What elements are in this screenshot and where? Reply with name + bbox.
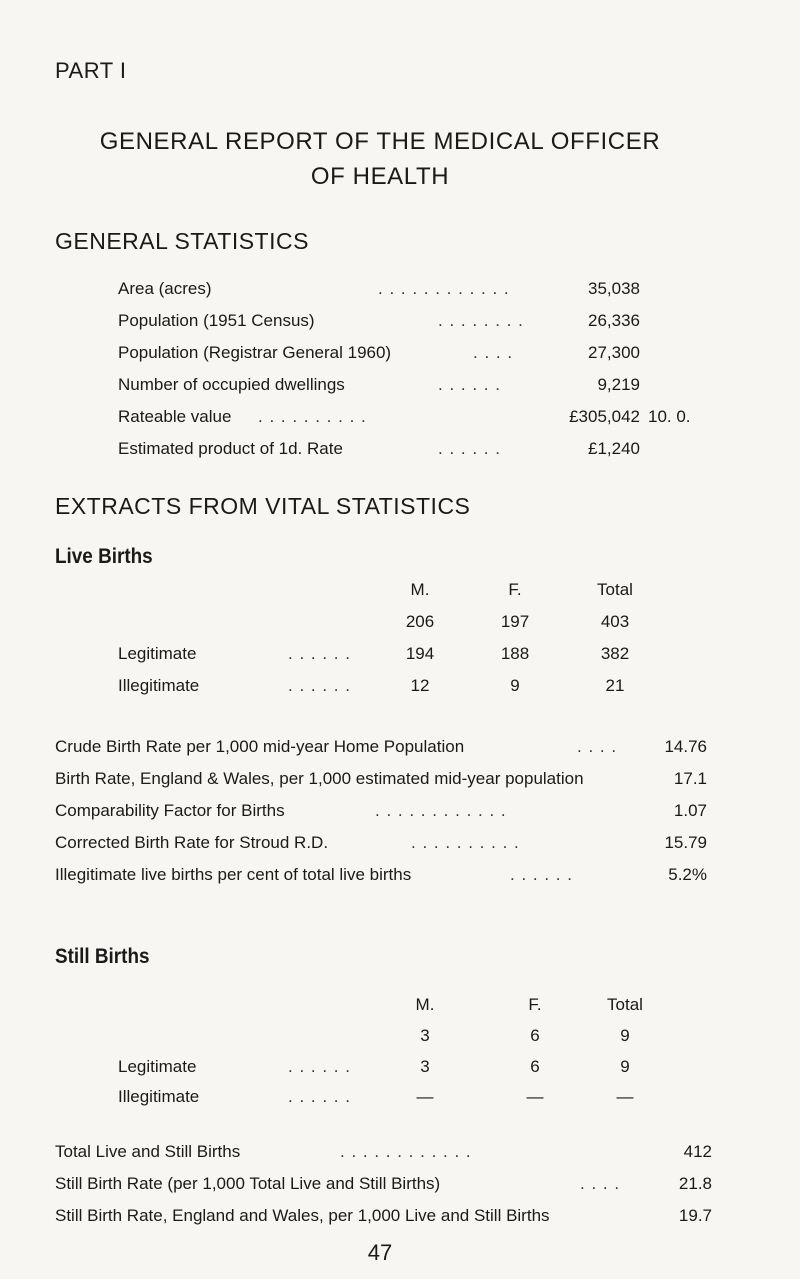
rate-value: 17.1 bbox=[673, 769, 707, 788]
stat-value: 27,300 bbox=[588, 343, 640, 362]
total-value: 21 bbox=[605, 676, 625, 695]
rate-row-crude-birth-rate bbox=[55, 737, 800, 759]
rate-label: Illegitimate live births per cent of total live births bbox=[55, 865, 412, 884]
stat-row-population-1951 bbox=[118, 311, 798, 333]
leader-dots: . . . . . . . . . . . . bbox=[340, 1142, 472, 1161]
live-births-illegitimate-row bbox=[0, 676, 800, 698]
rate-row-total-live-and-still bbox=[55, 1142, 800, 1164]
rate-value: 412 bbox=[683, 1142, 712, 1161]
rate-label: Still Birth Rate, England and Wales, per 1,000 Live and Still Births bbox=[55, 1206, 550, 1225]
column-header-total: Total bbox=[597, 580, 633, 599]
stat-row-area bbox=[118, 279, 798, 301]
live-births-legitimate-row bbox=[0, 644, 800, 666]
still-births-totals-row bbox=[0, 1026, 800, 1048]
live-births-totals-row bbox=[0, 612, 800, 634]
rate-value: 1.07 bbox=[673, 801, 707, 820]
male-value: — bbox=[416, 1087, 434, 1106]
stat-value: £1,240 bbox=[588, 439, 640, 458]
still-births-column-headers bbox=[0, 995, 800, 1017]
rate-row-england-wales-still-birth-rate bbox=[55, 1206, 800, 1228]
leader-dots: . . . . . . . . . . . . bbox=[375, 801, 507, 820]
row-label: Legitimate bbox=[118, 1057, 197, 1076]
leader-dots: . . . . . . bbox=[438, 439, 501, 458]
live-births-column-headers bbox=[0, 580, 800, 602]
female-value: 6 bbox=[530, 1026, 540, 1045]
stat-value: £305,042 bbox=[569, 407, 640, 426]
total-value: — bbox=[616, 1087, 634, 1106]
female-value: 188 bbox=[500, 644, 530, 663]
stat-label: Population (Registrar General 1960) bbox=[118, 343, 392, 362]
male-value: 12 bbox=[410, 676, 430, 695]
leader-dots: . . . . bbox=[577, 737, 618, 756]
still-births-heading: Still Births bbox=[55, 945, 150, 968]
male-value: 3 bbox=[420, 1026, 430, 1045]
still-births-legitimate-row bbox=[0, 1057, 800, 1079]
stat-row-rateable-value bbox=[118, 407, 798, 429]
leader-dots: . . . . . . . . bbox=[438, 311, 524, 330]
column-header-female: F. bbox=[508, 580, 522, 599]
column-header-female: F. bbox=[528, 995, 542, 1014]
female-value: — bbox=[526, 1087, 544, 1106]
rate-label: Corrected Birth Rate for Stroud R.D. bbox=[55, 833, 329, 852]
stat-row-product-rate bbox=[118, 439, 798, 461]
rate-value: 14.76 bbox=[664, 737, 707, 756]
column-header-male: M. bbox=[415, 995, 435, 1014]
report-title-line1: GENERAL REPORT OF THE MEDICAL OFFICER bbox=[99, 128, 661, 155]
leader-dots: . . . . bbox=[580, 1174, 621, 1193]
female-value: 9 bbox=[510, 676, 520, 695]
rate-label: Birth Rate, England & Wales, per 1,000 estimated mid-year population bbox=[55, 769, 584, 788]
live-births-heading: Live Births bbox=[55, 545, 153, 568]
column-header-male: M. bbox=[410, 580, 430, 599]
rate-label: Total Live and Still Births bbox=[55, 1142, 241, 1161]
stat-label: Estimated product of 1d. Rate bbox=[118, 439, 343, 458]
rate-row-still-birth-rate bbox=[55, 1174, 800, 1196]
rate-value: 21.8 bbox=[678, 1174, 712, 1193]
part-label: PART I bbox=[55, 58, 127, 83]
total-value: 403 bbox=[600, 612, 630, 631]
general-statistics-heading: GENERAL STATISTICS bbox=[55, 228, 309, 254]
column-header-total: Total bbox=[607, 995, 643, 1014]
stat-label: Population (1951 Census) bbox=[118, 311, 315, 330]
female-value: 6 bbox=[530, 1057, 540, 1076]
stat-value: 9,219 bbox=[597, 375, 640, 394]
row-label: Illegitimate bbox=[118, 1087, 200, 1106]
stat-value: 35,038 bbox=[588, 279, 640, 298]
rate-row-england-wales-birth-rate bbox=[55, 769, 800, 791]
row-label: Legitimate bbox=[118, 644, 197, 663]
stat-value-shillings-pence: 10. 0. bbox=[648, 407, 691, 426]
page-number: 47 bbox=[367, 1240, 393, 1265]
rate-label: Still Birth Rate (per 1,000 Total Live and Still Births) bbox=[55, 1174, 441, 1193]
male-value: 3 bbox=[420, 1057, 430, 1076]
row-label: Illegitimate bbox=[118, 676, 200, 695]
leader-dots: . . . . . . bbox=[288, 676, 351, 695]
leader-dots: . . . . . . bbox=[510, 865, 573, 884]
leader-dots: . . . . . . bbox=[288, 1057, 351, 1076]
total-value: 9 bbox=[620, 1057, 630, 1076]
rate-value: 19.7 bbox=[678, 1206, 712, 1225]
total-value: 382 bbox=[600, 644, 630, 663]
stat-label: Rateable value bbox=[118, 407, 232, 426]
leader-dots: . . . . . . bbox=[438, 375, 501, 394]
still-births-illegitimate-row bbox=[0, 1087, 800, 1109]
total-value: 9 bbox=[620, 1026, 630, 1045]
female-value: 197 bbox=[500, 612, 530, 631]
stat-label: Area (acres) bbox=[118, 279, 212, 298]
report-title-line2: OF HEALTH bbox=[310, 163, 450, 190]
stat-row-dwellings bbox=[118, 375, 798, 397]
rate-row-illegitimate-percent bbox=[55, 865, 800, 887]
leader-dots: . . . . . . . . . . . . bbox=[378, 279, 510, 298]
male-value: 194 bbox=[405, 644, 435, 663]
stat-label: Number of occupied dwellings bbox=[118, 375, 345, 394]
male-value: 206 bbox=[405, 612, 435, 631]
leader-dots: . . . . . . bbox=[288, 644, 351, 663]
vital-statistics-heading: EXTRACTS FROM VITAL STATISTICS bbox=[55, 493, 471, 519]
leader-dots: . . . . . . bbox=[288, 1087, 351, 1106]
leader-dots: . . . . . . . . . . bbox=[411, 833, 520, 852]
rate-row-comparability-factor bbox=[55, 801, 800, 823]
rate-row-corrected-birth-rate bbox=[55, 833, 800, 855]
rate-value: 5.2% bbox=[668, 865, 707, 884]
stat-value: 26,336 bbox=[588, 311, 640, 330]
leader-dots: . . . . bbox=[473, 343, 514, 362]
rate-value: 15.79 bbox=[664, 833, 707, 852]
stat-row-population-1960 bbox=[118, 343, 798, 365]
rate-label: Comparability Factor for Births bbox=[55, 801, 285, 820]
leader-dots: . . . . . . . . . . bbox=[258, 407, 367, 426]
rate-label: Crude Birth Rate per 1,000 mid-year Home Population bbox=[55, 737, 465, 756]
